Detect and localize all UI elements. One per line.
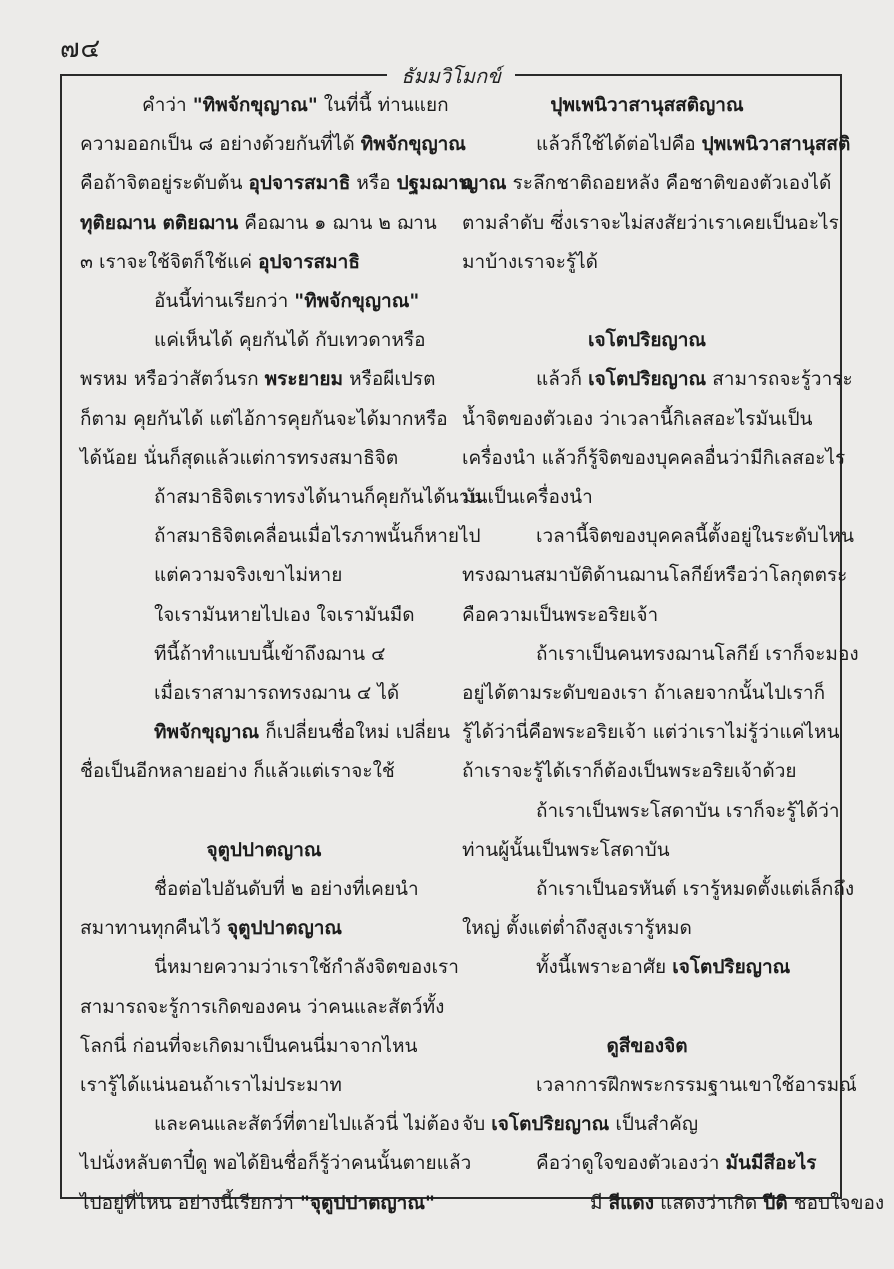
text-line	[80, 674, 448, 713]
text-line	[462, 713, 840, 752]
text-line	[462, 674, 832, 713]
bold-term: ปีติ	[763, 1191, 788, 1214]
text-line	[462, 204, 839, 243]
text-run: อยู่ได้ตามระดับของเรา ถ้าเลยจากนั้นไปเราก็	[462, 682, 826, 705]
bold-term: เจโตปริยญาณ	[672, 956, 791, 979]
text-run: ก็เปลี่ยนชื่อใหม่ เปลี่ยน	[259, 721, 451, 744]
text-line	[462, 164, 832, 203]
right-column	[462, 86, 885, 1223]
text-run: มันเป็นเครื่องนำ	[462, 486, 593, 509]
text-run: แค่เห็นได้ คุยกันได้ กับเทวดาหรือ	[154, 329, 426, 352]
text-line	[462, 870, 855, 909]
section-heading	[462, 321, 832, 360]
text-line	[462, 1184, 885, 1223]
text-run: จุตูปปาตญาณ	[206, 838, 322, 861]
bold-term: ญาณ	[462, 172, 507, 195]
bold-term: ปุพเพนิวาสานุสสติ	[701, 133, 851, 156]
text-run: ท่านผู้นั้นเป็นพระโสดาบัน	[462, 838, 670, 861]
bold-term: ทุติยฌาน ตติยฌาน	[80, 211, 239, 234]
text-line	[80, 243, 448, 282]
text-run: สมาทานทุกคืนไว้	[80, 917, 227, 940]
text-line	[80, 556, 448, 595]
bold-term: มันมีสีอะไร	[725, 1152, 817, 1175]
text-line	[80, 360, 448, 399]
text-line	[462, 125, 851, 164]
text-line	[462, 556, 848, 595]
text-line	[80, 164, 472, 203]
text-line	[80, 86, 448, 125]
text-run: โลกนี่ ก่อนที่จะเกิดมาเป็นคนนี่มาจากไหน	[80, 1034, 418, 1057]
text-run: เป็นสำคัญ	[609, 1113, 699, 1136]
text-line	[462, 596, 832, 635]
bold-term: เจโตปริยญาณ	[588, 368, 707, 391]
text-run: ถ้าเราจะรู้ได้เราก็ต้องเป็นพระอริยเจ้าด้วย	[462, 760, 797, 783]
text-run: ทีนี้ถ้าทำแบบนี้เข้าถึงฌาน ๔	[154, 642, 386, 665]
text-run: ความออกเป็น ๘ อย่างด้วยกันที่ได้	[80, 133, 361, 156]
text-run: แต่ความจริงเขาไม่หาย	[154, 564, 343, 587]
text-run: หรือผีเปรต	[343, 368, 436, 391]
text-run: คือความเป็นพระอริยเจ้า	[462, 603, 659, 626]
bold-term: อุปจารสมาธิ	[248, 172, 351, 195]
paragraph-gap	[462, 282, 832, 321]
text-run: คือถ้าจิตอยู่ระดับต้น	[80, 172, 249, 195]
text-run: เวลาการฝึกพระกรรมฐานเขาใช้อารมณ์	[536, 1074, 857, 1097]
text-line	[80, 321, 448, 360]
bold-term: สีแดง	[608, 1191, 655, 1214]
text-run: มี	[590, 1191, 609, 1214]
text-run: ใจเรามันหายไปเอง ใจเรามันมืด	[154, 603, 415, 626]
text-line	[80, 635, 448, 674]
text-line	[462, 439, 846, 478]
page-frame	[60, 64, 885, 1214]
bold-term: "จุตูปปาตญาณ"	[299, 1191, 435, 1214]
text-line	[80, 713, 451, 752]
section-heading	[80, 831, 448, 870]
text-line	[462, 243, 832, 282]
text-run: ถ้าสมาธิจิตเราทรงได้นานก็คุยกันได้นาน	[154, 486, 483, 509]
text-line	[462, 948, 832, 987]
text-line	[462, 1105, 832, 1144]
text-run: และคนและสัตว์ที่ตายไปแล้วนี่ ไม่ต้อง	[154, 1113, 460, 1136]
bold-term: เจโตปริยญาณ	[491, 1113, 610, 1136]
text-line	[462, 360, 853, 399]
text-run: ไปนั่งหลับตาปี๋ดู พอได้ยินชื่อก็รู้ว่าคนนั้นตายแล้ว	[80, 1152, 472, 1175]
text-run: น้ำจิตของตัวเอง ว่าเวลานี้กิเลสอะไรมันเป็น	[462, 407, 813, 430]
text-run: อันนี้ท่านเรียกว่า	[154, 290, 295, 313]
text-line	[80, 282, 448, 321]
text-line	[80, 988, 448, 1027]
text-line	[80, 478, 483, 517]
text-run: ถ้าเราเป็นคนทรงฌานโลกีย์ เราก็จะมอง	[536, 642, 859, 665]
text-run: ใหญ่ ตั้งแต่ต่ำถึงสูงเรารู้หมด	[462, 917, 692, 940]
text-run: เมื่อเราสามารถทรงฌาน ๔ ได้	[154, 682, 400, 705]
text-run: เครื่องนำ แล้วก็รู้จิตของบุคคลอื่นว่ามีกิเลสอะไร	[462, 446, 846, 469]
text-run: เวลานี้จิตของบุคคลนี้ตั้งอยู่ในระดับไหน	[536, 525, 855, 548]
bold-term: พระยายม	[264, 368, 344, 391]
text-line	[80, 204, 448, 243]
text-run: ชื่อต่อไปอันดับที่ ๒ อย่างที่เคยนำ	[154, 878, 419, 901]
bold-term: "ทิพจักขุญาณ"	[192, 94, 318, 116]
text-line	[462, 517, 855, 556]
text-line	[80, 517, 481, 556]
text-line	[462, 478, 832, 517]
text-line	[462, 792, 840, 831]
text-run: ปุพเพนิวาสานุสสติญาณ	[550, 94, 744, 116]
paragraph-gap	[80, 792, 448, 831]
text-line	[80, 870, 448, 909]
text-run: แล้วก็ใช้ได้ต่อไปคือ	[536, 133, 702, 156]
text-line	[80, 909, 448, 948]
text-run: ไปอยู่ที่ไหน อย่างนี้เรียกว่า	[80, 1191, 300, 1214]
section-heading	[462, 1027, 832, 1066]
text-line	[80, 948, 459, 987]
text-run: ระลึกชาติถอยหลัง คือชาติของตัวเองได้	[506, 172, 832, 195]
bold-term: ทิพจักขุญาณ	[154, 721, 260, 744]
bold-term: ปฐมฌาน	[396, 172, 472, 195]
text-line	[80, 125, 466, 164]
paragraph-gap	[462, 988, 832, 1027]
text-line	[462, 635, 859, 674]
text-line	[462, 1144, 832, 1183]
text-run: นี่หมายความว่าเราใช้กำลังจิตของเรา	[154, 956, 459, 979]
text-run: คือว่าดูใจของตัวเองว่า	[536, 1152, 726, 1175]
text-line	[80, 752, 448, 791]
text-run: ชอบใจของ	[787, 1191, 885, 1214]
text-run: รู้ได้ว่านี่คือพระอริยเจ้า แต่ว่าเราไม่รู้ว่าแค่ไหน	[462, 721, 840, 744]
text-line	[80, 439, 448, 478]
bold-term: "ทิพจักขุญาณ"	[294, 290, 420, 313]
text-run: คำว่า	[142, 94, 193, 116]
text-run: ทรงฌานสมาบัติด้านฌานโลกีย์หรือว่าโลกุตตระ	[462, 564, 848, 587]
text-run: ๓ เราจะใช้จิตก็ใช้แค่	[80, 250, 259, 273]
section-heading	[462, 86, 832, 125]
text-run: ถ้าเราเป็นพระโสดาบัน เราก็จะรู้ได้ว่า	[536, 799, 840, 822]
text-run: ในที่นี้ ท่านแยก	[317, 94, 449, 116]
text-line	[80, 1066, 448, 1105]
text-run: ดูสีของจิต	[606, 1034, 688, 1057]
text-run: ชื่อเป็นอีกหลายอย่าง ก็แล้วแต่เราจะใช้	[80, 760, 395, 783]
text-run: หรือ	[350, 172, 397, 195]
text-line	[80, 1027, 448, 1066]
text-run: เรารู้ได้แน่นอนถ้าเราไม่ประมาท	[80, 1074, 342, 1097]
page-number: ๗๔	[60, 34, 102, 64]
text-line	[462, 831, 832, 870]
text-run: ถ้าสมาธิจิตเคลื่อนเมื่อไรภาพนั้นก็หายไป	[154, 525, 481, 548]
text-line	[462, 1066, 857, 1105]
text-run: ถ้าเราเป็นอรหันต์ เรารู้หมดตั้งแต่เล็กถึง	[536, 878, 855, 901]
text-line	[80, 1105, 460, 1144]
running-head-title: ธัมมวิโมกข์	[387, 64, 515, 88]
bold-term: อุปจารสมาธิ	[258, 250, 360, 273]
text-run: พรหม หรือว่าสัตว์นรก	[80, 368, 265, 391]
text-line	[462, 752, 832, 791]
text-line	[80, 1144, 472, 1183]
text-run: มาบ้างเราจะรู้ได้	[462, 250, 599, 273]
text-line	[80, 1184, 448, 1223]
text-run: สามารถจะรู้การเกิดของคน ว่าคนและสัตว์ทั้ง	[80, 995, 445, 1018]
text-run: แล้วก็	[536, 368, 589, 391]
bold-term: จุตูปปาตญาณ	[226, 917, 343, 940]
text-run: เจโตปริยญาณ	[587, 329, 707, 352]
text-line	[462, 909, 832, 948]
text-line	[80, 596, 448, 635]
text-run: ตามลำดับ ซึ่งเราจะไม่สงสัยว่าเราเคยเป็นอะไร	[462, 211, 839, 234]
text-run: คือฌาน ๑ ฌาน ๒ ฌาน	[238, 211, 437, 234]
bold-term: ทิพจักขุญาณ	[360, 133, 466, 156]
text-run: ได้น้อย นั่นก็สุดแล้วแต่การทรงสมาธิจิต	[80, 446, 399, 469]
text-run: ก็ตาม คุยกันได้ แต่ไอ้การคุยกันจะได้มากหรือ	[80, 407, 448, 430]
text-run: จับ	[462, 1113, 492, 1136]
text-run: สามารถจะรู้วาระ	[706, 368, 853, 391]
text-line	[462, 400, 832, 439]
text-line	[80, 400, 448, 439]
text-run: แสดงว่าเกิด	[654, 1191, 764, 1214]
text-run: ทั้งนี้เพราะอาศัย	[536, 956, 673, 979]
